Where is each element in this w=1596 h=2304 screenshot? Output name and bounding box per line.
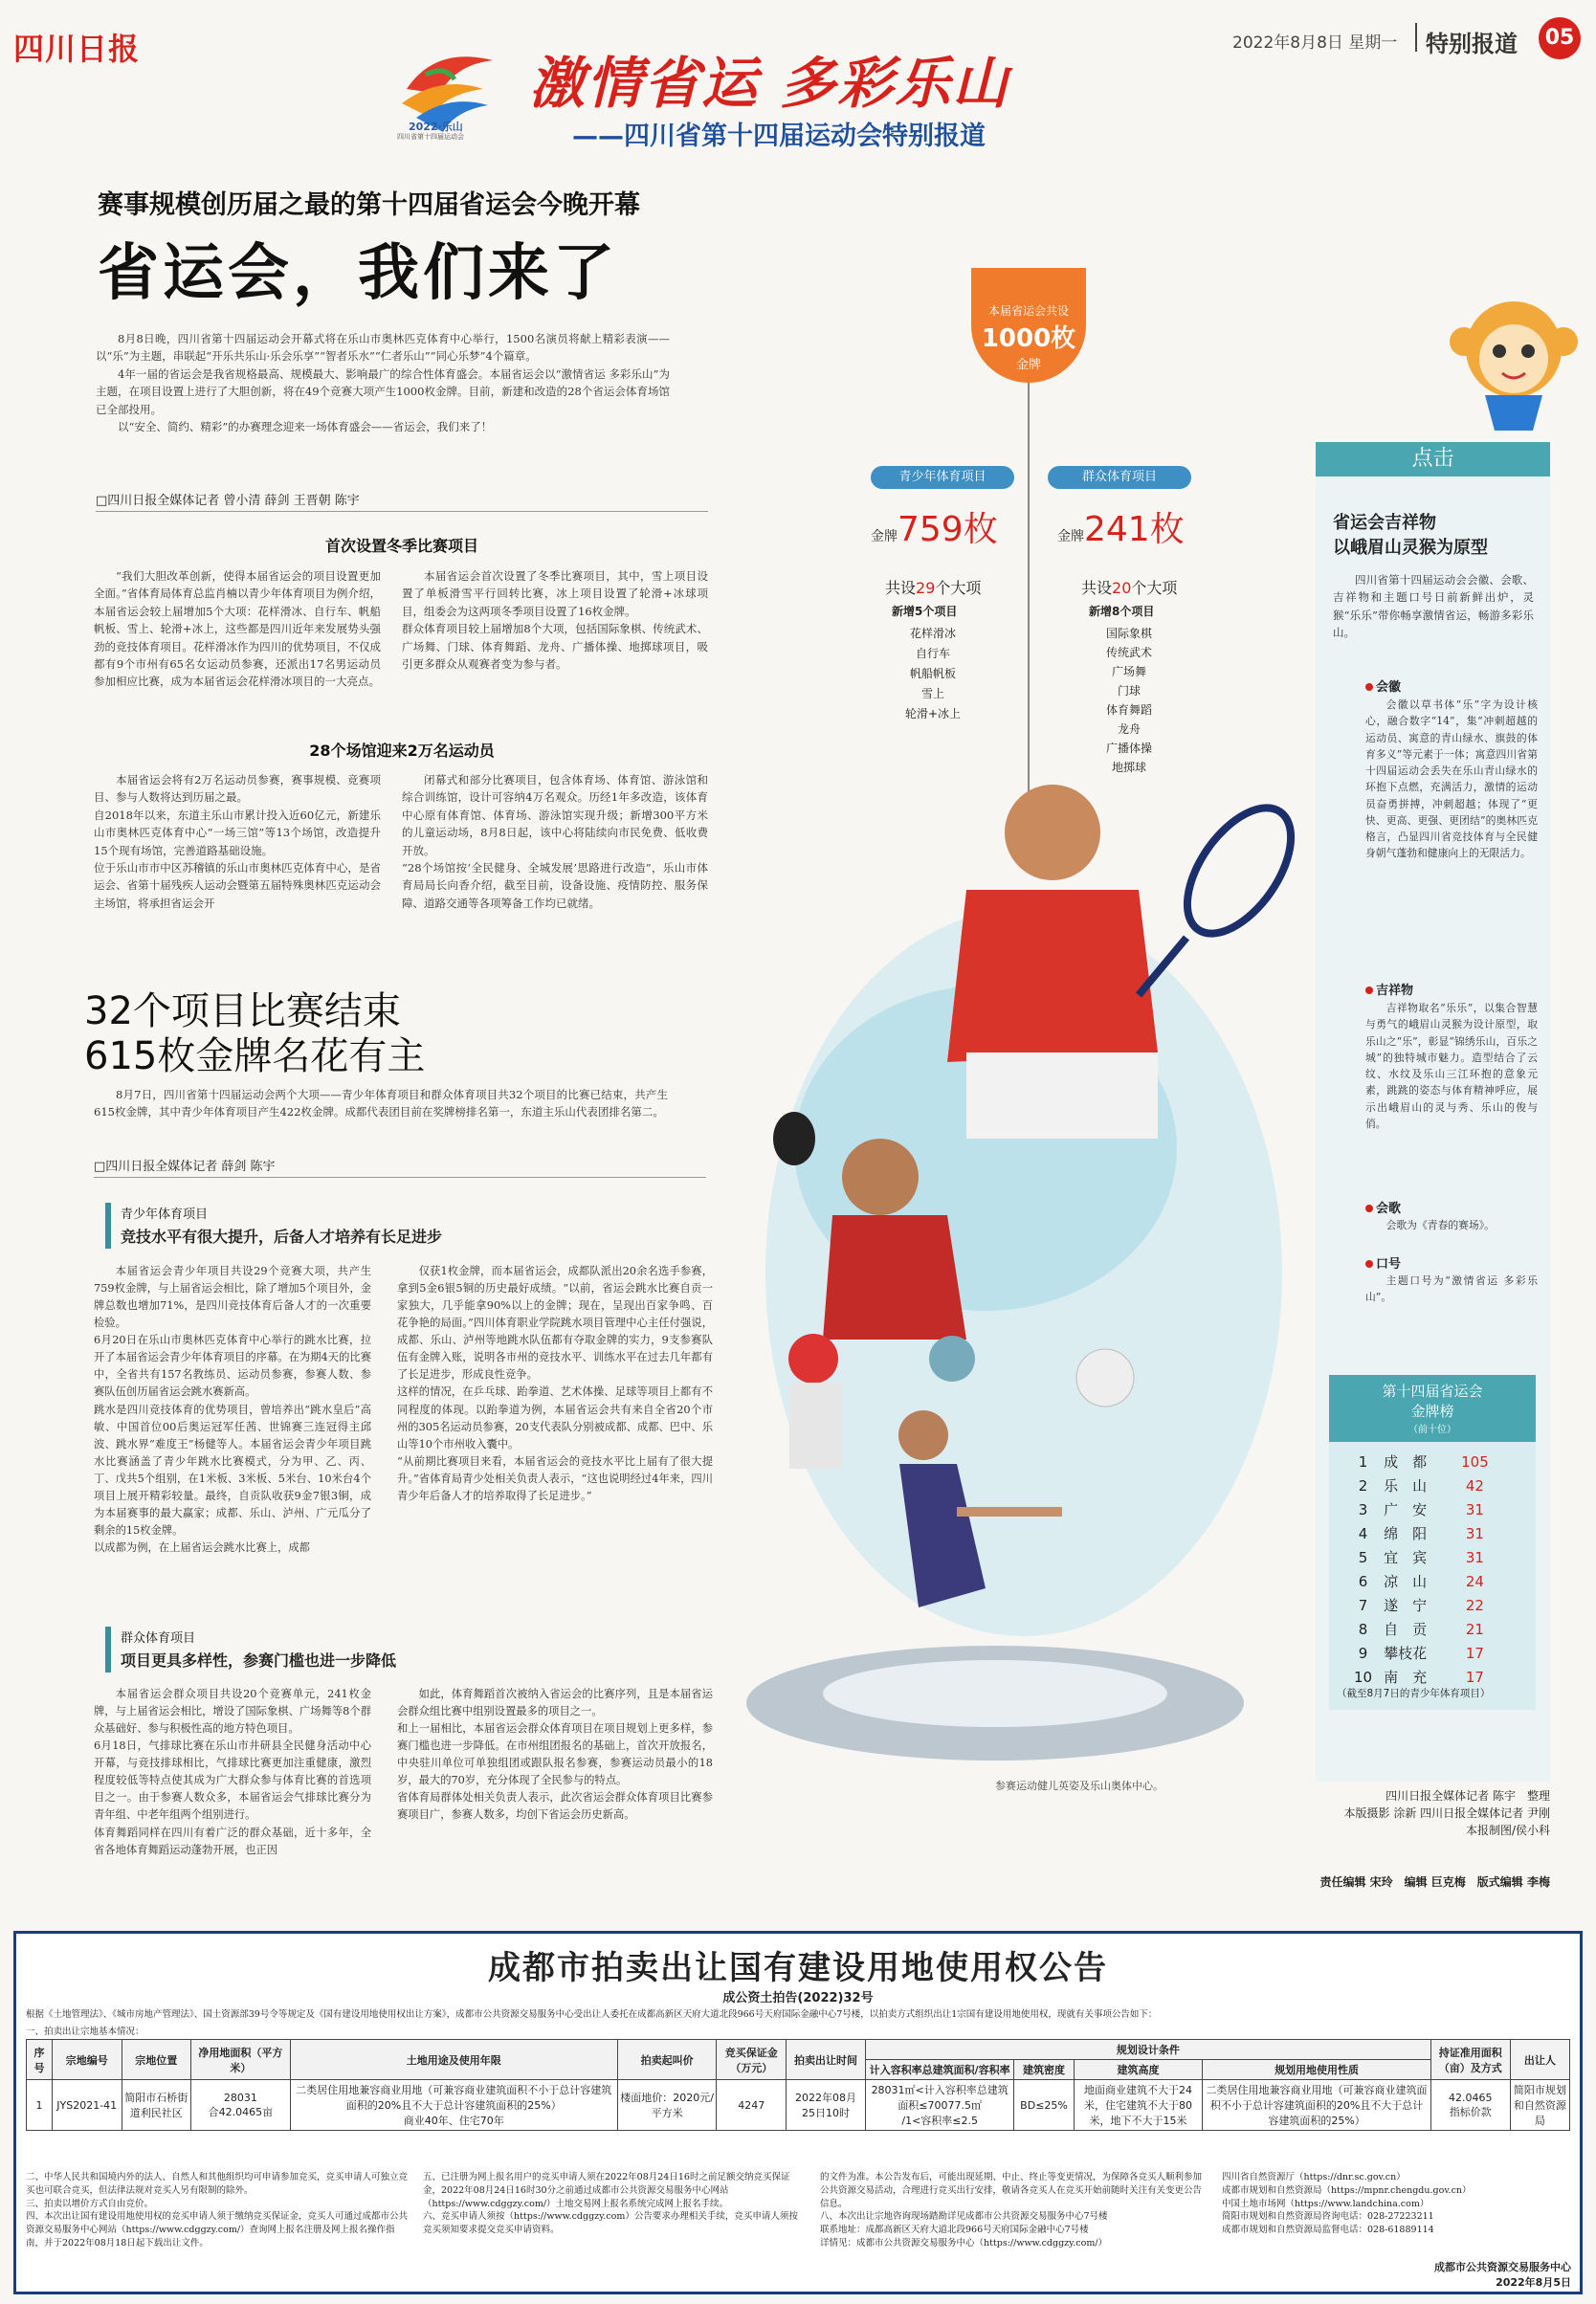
section-heading: 28个场馆迎来2万名运动员 (309, 742, 495, 760)
youth-title: 竞技水平有很大提升，后备人才培养有长足进步 (121, 1228, 443, 1246)
notice-sub: 一、拍卖出让宗地基本情况： (26, 2027, 144, 2037)
medal-table (1348, 1450, 1495, 1689)
item-heading-text: 口号 (1376, 1257, 1402, 1272)
notice-signature: 成都市公共资源交易服务中心 (1434, 2261, 1571, 2273)
medal-title-1: 第十四届省运会 (1382, 1383, 1483, 1400)
medal-table-header (1329, 1375, 1536, 1442)
events-prefix: 共设 (885, 579, 917, 597)
total-value: 1000枚 (981, 324, 1076, 353)
mass-tab: 群众体育项目 (1048, 466, 1191, 489)
sidebar-title-2: 以峨眉山灵猴为原型 (1333, 538, 1488, 558)
list-item: 广场舞 (1111, 665, 1146, 678)
table-cell: 简阳市规划和自然资源局 (1510, 2080, 1569, 2131)
table-row (27, 2080, 1570, 2131)
table-header: 净用地面积（平方米） (191, 2040, 291, 2080)
medal-row (1348, 1521, 1495, 1545)
mascot (1447, 292, 1581, 435)
bullet-icon (1365, 1205, 1373, 1212)
youth-new-label: 新增5个项目 (892, 605, 958, 618)
lead-byline: □四川日报全媒体记者 曾小清 薛剑 王晋朝 陈宇 (96, 494, 360, 508)
table-cell: BD≤25% (1014, 2080, 1074, 2131)
banner-title: 激情省运 多彩乐山 (529, 51, 1010, 116)
list-item: 龙舟 (1117, 722, 1141, 736)
medal-count: 31 (1465, 1524, 1484, 1542)
lead-body (96, 330, 670, 435)
table-group-header: 规划设计条件 (865, 2040, 1430, 2060)
infographic (842, 268, 1215, 804)
mass-title: 项目更具多样性，参赛门槛也进一步降低 (121, 1651, 397, 1670)
logo-subtext: 四川省第十四届运动会 (397, 133, 464, 141)
tag-bar (105, 1203, 111, 1249)
section-column: 仅获1枚金牌，而本届省运会，成都队派出20余名选手参赛，拿到5金6银5铜的历史最好成绩。“以前，省运会跳水比赛自贡一家独大，几乎能拿90%以上的金牌；现在，呈现出百家争鸣、百花争艳的局面。”四川体育职业学院跳水项目管理中心主任付强说，成都、乐山、泸州等地跳水队伍都有夺取金牌的实力，9支参赛队伍有金牌入账，说明各市州的竞技水平、训练水平在过去几年都有了长足进步，形成良性竞争。 这样的情况，在乒乓球、跆拳道、艺术体操、足球等项目上都有不同程度的体现。以跆拳道为例，本届省运会共有来自全省20个市州的305名运动员参赛，20支代表队分别被成都、成都、巴中、乐山等10个市州收入囊中。 “从前期比赛项目来看，本届省运会的竞技水平比上届有了很大提升。”省体育局青少处相关负责人表示，“这也说明经过4年来，四川青少年后备人才的培养取得了长足进步。” (397, 1265, 713, 1502)
bullet-icon (1365, 986, 1373, 994)
medal-row (1348, 1617, 1495, 1641)
medal-rank: 2 (1358, 1476, 1368, 1495)
mass-medal (1057, 502, 1185, 551)
youth-events (885, 576, 981, 598)
vertical-line (1028, 364, 1030, 804)
list-item: 轮滑+冰上 (904, 707, 962, 720)
notice-clause: 的文件为准。本公告发布后，可能出现延期、中止、终止等变更情况，为保障各竞买人顺利参加公共资源交易活动，合理进行竞买出行安排，敬请各竞买人在竞买开始前随时关注有关变更公告信息。 八、本次出让宗地咨询现场踏勘详见成都市公共资源交易服务中心7号楼 联系地址：成都高新区天府大道北段966号天府国际金融中心7号楼 详情见：成都市公共资源交易服务中心（https://www.cdggzy.com/） (820, 2172, 1203, 2249)
mass-tag: 群众体育项目 (121, 1631, 196, 1646)
page-number: 05 (1539, 17, 1581, 59)
logo-text: 2022·乐山 (409, 121, 463, 133)
medal-count: 31 (1465, 1500, 1484, 1518)
second-byline: □四川日报全媒体记者 薛剑 陈宇 (94, 1160, 276, 1174)
table-header: 规划用地使用性质 (1203, 2060, 1430, 2080)
medal-row (1348, 1473, 1495, 1497)
item-heading-text: 会徽 (1376, 680, 1402, 695)
table-cell: 28031㎡<计入容积率总建筑面积≤70077.5㎡ /1<容积率≤2.5 (865, 2080, 1013, 2131)
youth-tag: 青少年体育项目 (121, 1207, 209, 1222)
medal-count: 105 (1461, 1452, 1489, 1471)
events-suffix: 个大项 (935, 579, 982, 597)
list-item: 广播体操 (1105, 742, 1152, 755)
notice-intro: 根据《土地管理法》、《城市房地产管理法》、国土资源部39号令等规定及《国有建设用地使用权出让方案》，成都市公共资源交易服务中心受出让人委托在成都高新区天府大道北段966号天府国际金融中心7号楼，以拍卖方式组织出让1宗国有建设用地使用权，现就有关事项公告如下： (26, 2009, 1158, 2020)
second-title-1: 32个项目比赛结束 (84, 989, 401, 1033)
land-table (26, 2039, 1570, 2131)
medal-table-body (1348, 1450, 1495, 1689)
youth-medal (871, 502, 998, 551)
tag-bar (105, 1627, 111, 1673)
second-title-2: 615枚金牌名花有主 (84, 1034, 426, 1078)
medal-city: 成 都 (1384, 1453, 1428, 1471)
table-cell: 4247 (717, 2080, 787, 2131)
medal-city: 广 安 (1384, 1501, 1428, 1518)
medal-count: 22 (1465, 1596, 1484, 1614)
list-item: 传统武术 (1105, 646, 1152, 659)
notice-date: 2022年8月5日 (1496, 2276, 1571, 2289)
table-header: 计入容积率总建筑面积/容积率 (865, 2060, 1013, 2080)
mass-medal-count: 241枚 (1084, 510, 1185, 549)
total-unit: 金牌 (1015, 358, 1041, 372)
divider (1415, 23, 1417, 52)
total-medals-badge (971, 268, 1086, 383)
medal-rank: 4 (1358, 1524, 1368, 1542)
medal-table-box (1329, 1375, 1536, 1710)
medal-row (1348, 1593, 1495, 1617)
lead-kicker: 赛事规模创历届之最的第十四届省运会今晚开幕 (98, 190, 640, 220)
sidebar-title-1: 省运会吉祥物 (1333, 513, 1436, 533)
medal-count: 31 (1465, 1548, 1484, 1566)
table-header: 竞买保证金（万元） (717, 2040, 787, 2080)
issue-date: 2022年8月8日 星期一 (1232, 33, 1398, 53)
youth-tab: 青少年体育项目 (871, 466, 1014, 489)
section-name: 特别报道 (1426, 31, 1518, 57)
medal-city: 南 充 (1384, 1669, 1428, 1686)
table-header: 序号 (27, 2040, 53, 2080)
sidebar-item-text: 会徽以草书体“乐”字为设计核心，融合数字“14”，集“冲刺超越的运动员、寓意的青山绿水、旗鼓的体育多义”等元素于一体；寓意四川省第十四届运动会丢失在乐山青山绿水的环抱下点燃，充满活力，激情的运动员奋勇拼搏，冲刺超越；体现了“更快、更高、更强、更团结”的奥林匹克格言，凸显四川省竞技体育与全民健身朝气蓬勃和健康向上的无限活力。 (1365, 698, 1538, 860)
table-cell: 2022年08月25日10时 (787, 2080, 866, 2131)
medal-count: 21 (1465, 1620, 1484, 1638)
list-item: 国际象棋 (1105, 627, 1152, 640)
section-column: 本届省运会将有2万名运动员参赛，赛事规模、竞赛项目、参与人数将达到历届之最。 自2018年以来，东道主乐山市累计投入近60亿元，新建乐山市奥林匹克体育中心“一场三馆”等13个场馆，改造提升15个现有场馆，完善道路基础设施。 位于乐山市市中区苏稽镇的乐山市奥林匹克体育中心，是省运会、省第十届残疾人运动会暨第五届特殊奥林匹克运动会主场馆，将承担省运会开 (94, 773, 381, 910)
medal-note: （截至8月7日的青少年体育项目） (1337, 1688, 1491, 1699)
mass-events (1081, 576, 1177, 598)
mascot-monkey-icon (1447, 292, 1581, 435)
medal-city: 遂 宁 (1384, 1597, 1428, 1614)
section-heading: 首次设置冬季比赛项目 (324, 537, 478, 555)
medal-row (1348, 1545, 1495, 1569)
notice-clause: 五、已注册为网上报名用户的竞买申请人须在2022年08月24日16时之前足额交纳竞买保证金，2022年08月24日16时30分之前通过成都市公共资源交易服务中心网站（https://www.cdggzy.com/）土地交易网上报名系统完成网上报名手续。 六、竞买申请人须按（https://www.cdggzy.com）公告要求办理相关手续，竞买申请人须按竞买须知要求提交竞买申请资料。 (423, 2172, 798, 2236)
sidebar-item-text: 主题口号为“激情省运 多彩乐山”。 (1365, 1274, 1538, 1304)
table-header: 宗地位置 (122, 2040, 191, 2080)
list-item: 帆船帆板 (909, 667, 956, 680)
lead-title: 省运会，我们来了 (98, 238, 618, 309)
credit-line: 本版摄影 涂新 四川日报全媒体记者 尹刚 (1343, 1806, 1550, 1820)
table-cell: 1 (27, 2080, 53, 2131)
sidebar-panel (1316, 442, 1550, 1782)
table-header: 建筑密度 (1014, 2060, 1074, 2080)
events-suffix: 个大项 (1131, 579, 1178, 597)
medal-label: 金牌 (871, 529, 898, 544)
athletes-illustration (737, 746, 1311, 1780)
section-column: 如此，体育舞蹈首次被纳入省运会的比赛序列，且是本届省运会群众组比赛中组别设置最多的项目之一。 和上一届相比，本届省运会群众体育项目在项目规划上更多样，参赛门槛也进一步降低。在市州组团报名的基础上，首次开放报名，中央驻川单位可单独组团或跟队报名参赛，参赛运动员最小的18岁，最大的70岁，充分体现了全民参与的特点。 省体育局群体处相关负责人表示，此次省运会群众体育项目比赛参赛项目广，参赛人数多，均创下省运会历史新高。 (397, 1688, 713, 1822)
medal-row (1348, 1641, 1495, 1665)
editor-credits: 责任编辑 宋玲 编辑 巨克梅 版式编辑 李梅 (1319, 1875, 1550, 1889)
notice-clause: 四川省自然资源厅（https://dnr.sc.gov.cn） 成都市规划和自然资源局（https://mpnr.chengdu.gov.cn） 中国土地市场网（https://www.landchina.com） 简阳市规划和自然资源局咨询电话：028-27223211 成都市规划和自然资源局监督电话：028-61889114 (1222, 2172, 1472, 2236)
medal-city: 乐 山 (1384, 1477, 1428, 1495)
section-column: 本届省运会青少年项目共设29个竞赛大项，共产生759枚金牌，与上届省运会相比，除了增加5个项目外，金牌总数也增加71%，是四川竞技体育后备人才的一次重要检验。 6月20日在乐山市奥林匹克体育中心举行的跳水比赛，拉开了本届省运会青少年体育项目的序幕。在为期4天的比赛中，全省共有157名教练员、运动员参赛，参赛人数、参赛队伍创历届省运会跳水赛新高。 跳水是四川竞技体育的优势项目，曾培养出“跳水皇后”高敏、中国首位00后奥运冠军任茜、世锦赛三连冠得主邱波、跳水界“难度王”杨健等人。本届省运会青少年项目跳水比赛涵盖了青少年跳水比赛模式，分为甲、乙、丙、丁、戊共5个组别，在1米板、3米板、5米台、10米台4个项目上展开精彩较量。最终，自贡队收获9金7银3铜，成为本届赛事的最大赢家；成都、乐山、泸州、广元瓜分了剩余的15枚金牌。 以成都为例，在上届省运会跳水比赛上，成都 (94, 1265, 371, 1554)
table-header: 土地用途及使用年限 (290, 2040, 617, 2080)
medal-rank: 10 (1354, 1668, 1373, 1686)
table-header: 拍卖起叫价 (617, 2040, 717, 2080)
item-heading-text: 吉祥物 (1376, 984, 1414, 998)
notice-title: 成都市拍卖出让国有建设用地使用权公告 (488, 1949, 1108, 1987)
sidebar-item-heading (1365, 1198, 1401, 1216)
table-cell: 二类居住用地兼容商业用地（可兼容商业建筑面积不小于总计容建筑面积的20%且不大于总计容建筑面积的25%） 商业40年、住宅70年 (290, 2080, 617, 2131)
medal-row (1348, 1569, 1495, 1593)
medal-rank: 8 (1358, 1620, 1368, 1638)
medal-rank: 1 (1358, 1452, 1368, 1471)
table-cell: 28031 合42.0465亩 (191, 2080, 291, 2131)
medal-rank: 5 (1358, 1548, 1368, 1566)
notice-box (13, 1931, 1583, 2294)
medal-count: 42 (1465, 1476, 1484, 1495)
medal-row (1348, 1450, 1495, 1473)
table-header: 拍卖出让时间 (787, 2040, 866, 2080)
medal-count: 24 (1465, 1572, 1484, 1590)
notice-code: 成公资土拍告(2022)32号 (722, 1991, 874, 2005)
total-label: 本届省运会共设 (987, 304, 1069, 318)
rule (96, 511, 708, 512)
medal-count: 17 (1465, 1668, 1484, 1686)
games-logo (388, 36, 507, 146)
mass-new-label: 新增8个项目 (1089, 605, 1155, 618)
table-cell: 简阳市石桥街道利民社区 (122, 2080, 191, 2131)
paper-logo: 四川日报 (13, 31, 141, 67)
medal-count: 17 (1465, 1644, 1484, 1662)
sidebar-item-text: 吉祥物取名“乐乐”，以集合智慧与勇气的峨眉山灵猴为设计原型，取乐山之“乐”，彰显“锦绣乐山，百乐之城”的独特城市魅力。造型结合了云纹、水纹及乐山三江环抱的意象元素，跳跳的姿态与体育精神呼应，展示出峨眉山的灵与秀、乐山的俊与俏。 (1365, 1002, 1538, 1130)
section-column: 闭幕式和部分比赛项目，包含体育场、体育馆、游泳馆和综合训练馆，设计可容纳4万名观众。历经1年多改造，该体育中心原有体育馆、体育场、游泳馆实现升级；新增300平方米的儿童运动场，8月8日起，该中心将陆续向市民免费、低收费开放。 “28个场馆按‘全民健身、全城发展’思路进行改造”，乐山市体育局局长向香介绍，截至目前，设备设施、疫情防控、服务保障、道路交通等各项筹备工作均已就绪。 (402, 773, 708, 910)
section-column: “我们大胆改革创新，使得本届省运会的项目设置更加全面。”省体育局体育总监肖楠以青少年体育项目为例介绍，本届省运会较上届增加5个大项：花样滑冰、自行车、帆船帆板、雪上、轮滑+冰上，这些都是四川近年来发展势头强劲的竞技体育项目。花样滑冰作为四川的优势项目，不仅成都有9个市州有65名女运动员参赛，还派出17名男运动员参加相应比赛，成为本届省运会花样滑冰项目的一大亮点。 (94, 569, 381, 689)
table-header: 宗地编号 (52, 2040, 122, 2080)
medal-city: 攀枝花 (1384, 1645, 1428, 1662)
sidebar-item-text: 会歌为《青春的赛场》。 (1385, 1219, 1495, 1231)
sidebar-item-heading (1365, 676, 1401, 695)
credit-line: 本报制图/侯小科 (1465, 1824, 1550, 1837)
medal-rank: 7 (1358, 1596, 1368, 1614)
events-prefix: 共设 (1081, 579, 1113, 597)
medal-rank: 9 (1358, 1644, 1368, 1662)
youth-medal-count: 759枚 (898, 510, 998, 549)
list-item: 体育舞蹈 (1105, 703, 1152, 717)
medal-city: 绵 阳 (1384, 1525, 1428, 1542)
medal-city: 自 贡 (1384, 1621, 1428, 1638)
table-cell: 地面商业建筑不大于24米，住宅建筑不大于80米，地下不大于15米 (1074, 2080, 1203, 2131)
list-item: 门球 (1117, 684, 1141, 698)
bullet-icon (1365, 683, 1373, 691)
table-header: 出让人 (1510, 2040, 1569, 2080)
medal-city: 宜 宾 (1384, 1549, 1428, 1566)
sidebar-item-heading (1365, 1253, 1401, 1272)
table-header: 建筑高度 (1074, 2060, 1203, 2080)
list-item: 地掷球 (1111, 761, 1146, 774)
credit-line: 四川日报全媒体记者 陈宇 整理 (1385, 1789, 1550, 1803)
medal-rank: 3 (1358, 1500, 1368, 1518)
notice-clause: 二、中华人民共和国境内外的法人、自然人和其他组织均可申请参加竞买，竞买申请人可独立竞买也可联合竞买，但法律法规对竞买人另有限制的除外。 三、拍卖以增价方式自由竞价。 四、本次出让国有建设用地使用权的竞买申请人须于缴纳竞买保证金，竞买人可通过成都市公共资源交易服务中心网站（https://www.cdggzy.com/）查询网上报名注册及网上报名操作指南，并于2022年08月18日起下载出让文件。 (26, 2172, 409, 2249)
athlete-photo-collage (737, 746, 1311, 1792)
list-item: 自行车 (915, 647, 950, 660)
section-column: 本届省运会群众项目共设20个竞赛单元，241枚金牌，与上届省运会相比，增设了国际象棋、广场舞等8个群众基础好、参与积极性高的地方特色项目。 6月18日，气排球比赛在乐山市井研县全民健身活动中心开幕，与竞技排球相比，气排球比赛更加注重健康，激烈程度较低等特点使其成为广大群众参与体育比赛的首选项目之一。由于参赛人数众多，本届省运会气排球比赛分为青年组、中老年组两个组别进行。 体育舞蹈同样在四川有着广泛的群众基础，近十多年，全省各地体育舞蹈运动蓬勃开展，也正因 (94, 1688, 371, 1856)
youth-list (876, 624, 990, 724)
photo-caption: 参赛运动健儿英姿及乐山奥体中心。 (995, 1780, 1164, 1792)
section-column: 本届省运会首次设置了冬季比赛项目，其中，雪上项目设置了单板滑雪平行回转比赛，冰上项目设置了轮滑+冰球项目，组委会为这两项冬季项目设置了16枚金牌。 群众体育项目较上届增加8个大项，包括国际象棋、传统武术、广场舞、门球、体育舞蹈、龙舟、广播体操、地掷球项目，吸引更多群众从观赛者变为参与者。 (402, 569, 708, 671)
medal-rank: 6 (1358, 1572, 1368, 1590)
medal-title-2: 金牌榜 (1410, 1403, 1454, 1420)
events-number: 20 (1112, 579, 1132, 597)
item-heading-text: 会歌 (1376, 1202, 1402, 1216)
medal-row (1348, 1497, 1495, 1521)
table-cell: 二类居住用地兼容商业用地（可兼容商业建筑面积不小于总计容建筑面积的20%且不大于总计容建筑面积的25%） (1203, 2080, 1430, 2131)
medal-label: 金牌 (1057, 529, 1084, 544)
rule (94, 1177, 706, 1178)
table-cell: JYS2021-41 (52, 2080, 122, 2131)
sidebar-intro: 四川省第十四届运动会会徽、会歌、吉祥物和主题口号日前新鲜出炉，灵猴“乐乐”带你畅享激情省运，畅游多彩乐山。 (1333, 573, 1534, 640)
table-cell: 42.0465 指标价款 (1430, 2080, 1510, 2131)
list-item: 雪上 (920, 687, 944, 700)
list-item: 花样滑冰 (909, 627, 956, 640)
lead-paragraph: 4年一届的省运会是我省规格最高、规模最大、影响最广的综合性体育盛会。本届省运会以“激情省运 多彩乐山”为主题，在项目设置上进行了大胆创新，将在49个竞赛大项产生1000枚金牌。目前，新建和改造的28个省运会体育场馆已全部投用。 (96, 366, 670, 416)
lead-paragraph: 以“安全、简约、精彩”的办赛理念迎来一场体育盛会——省运会，我们来了！ (118, 419, 493, 433)
sidebar-header: 点击 (1316, 442, 1550, 476)
second-lead: 8月7日，四川省第十四届运动会两个大项——青少年体育项目和群众体育项目共32个项目的比赛已结束，共产生615枚金牌，其中青少年体育项目产生422枚金牌。成都代表团目前在奖牌榜排名第一，东道主乐山代表团排名第二。 (94, 1088, 668, 1119)
table-cell: 楼面地价：2020元/平方米 (617, 2080, 717, 2131)
table-header: 持证准用面积（亩）及方式 (1430, 2040, 1510, 2080)
medal-title-3: （前十位） (1408, 1425, 1456, 1435)
lead-paragraph: 8月8日晚，四川省第十四届运动会开幕式将在乐山市奥林匹克体育中心举行，1500名演员将献上精彩表演——以“乐”为主题，串联起“开乐共乐山·乐会乐享”“智者乐水”“仁者乐山”“同心乐梦”4个篇章。 (96, 332, 670, 364)
medal-city: 凉 山 (1384, 1573, 1428, 1590)
bullet-icon (1365, 1260, 1373, 1268)
banner-subtitle: ——四川省第十四届运动会特别报道 (572, 122, 986, 151)
sidebar-item-heading (1365, 980, 1413, 998)
table-header-row (27, 2040, 1570, 2060)
events-number: 29 (916, 579, 936, 597)
